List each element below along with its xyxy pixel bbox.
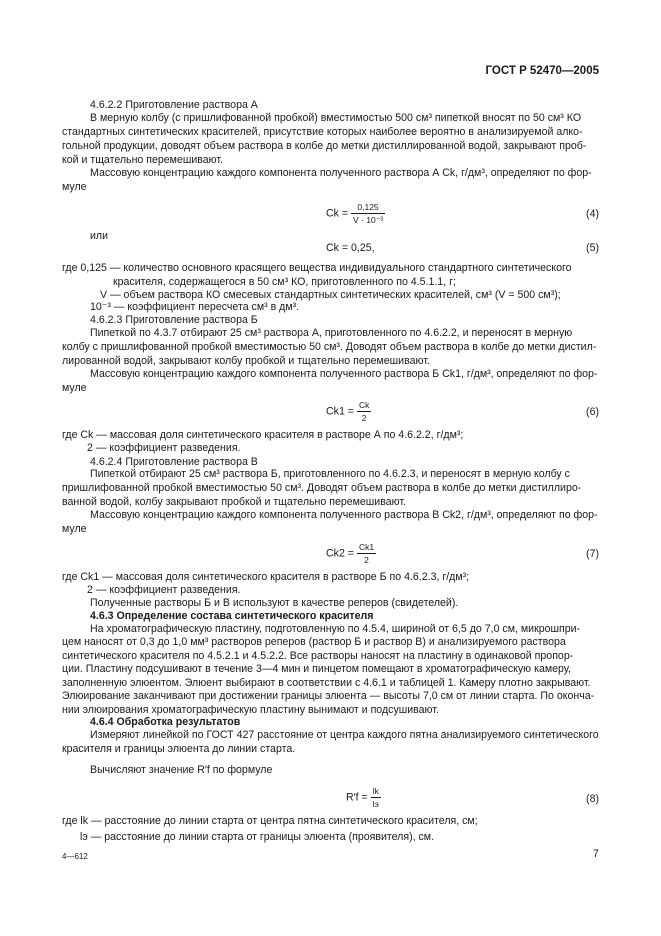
body-text-line: цем наносят от 0,3 до 1,0 мм³ растворов реперов (раствор Б и раствор В) и анализируемого раствора [62, 636, 566, 648]
body-text-line: ции. Пластину подсушивают в течение 3—4 мин и пинцетом помещают в хроматографическую камеру, [62, 663, 571, 675]
body-text-line: муле [62, 382, 87, 394]
body-text-line: красителя и границы элюента до линии старта. [62, 743, 296, 755]
formula-6 [326, 400, 371, 423]
body-text-line: Пипеткой по 4.3.7 отбирают 25 см³ раствора А, приготовленного по 4.6.2.2, и переносят в мерную [90, 327, 573, 339]
document-header: ГОСТ Р 52470—2005 [485, 65, 599, 77]
body-text-line: Полученные растворы Б и В используют в качестве реперов (свидетелей). [90, 597, 459, 609]
formula-7-numerator: Ck1 [358, 542, 375, 552]
formula-4-denominator: V · 10⁻³ [353, 215, 384, 225]
formula-number-7: (7) [586, 548, 599, 560]
body-text-line: Вычисляют значение R′f по формуле [90, 764, 273, 776]
formula-4-lhs: Ck = [326, 207, 349, 220]
definition-line: где lk — расстояние до линии старта от центра пятна синтетического красителя, см; [62, 815, 478, 827]
formula-8 [346, 786, 381, 809]
formula-4 [326, 202, 385, 225]
body-text-line: ванной водой, колбу закрывают пробкой и тщательно перемешивают. [62, 496, 406, 508]
formula-5: Ck = 0,25, [326, 242, 375, 254]
body-text-line: заполненную элюентом. Элюент выбирают в соответствии с 4.6.1 и таблицей 1. Камеру плотно закрывают. [62, 677, 591, 689]
body-text-line: стандартных синтетических красителей, присутствие которых наиболее вероятно в анализируемой алко- [62, 126, 583, 138]
body-text-line: муле [62, 181, 87, 193]
body-text-line: В мерную колбу (с пришлифованной пробкой) вместимостью 500 см³ пипеткой вносят по 50 см³ КО [90, 112, 582, 124]
definition-line: lэ — расстояние до линии старта от границы элюента (проявителя), см. [80, 831, 435, 843]
formula-number-5: (5) [586, 242, 599, 254]
body-text-line: лированной водой, закрывают колбу пробкой и тщательно перемешивают. [62, 355, 430, 367]
body-text-line: Пипеткой отбирают 25 см³ раствора Б, приготовленного по 4.6.2.3, и переносят в мерную колбу с [90, 468, 570, 480]
definition-line: где Ck1 — массовая доля синтетического красителя в растворе Б по 4.6.2.3, г/дм³; [62, 571, 470, 583]
body-text-line: Массовую концентрацию каждого компонента полученного раствора В Ck2, г/дм³, определяют по фор- [90, 509, 598, 521]
body-text-line: кой и тщательно перемешивают. [62, 154, 223, 166]
formula-7-lhs: Ck2 = [326, 547, 354, 560]
body-text-line: нии элюирования хроматографическую пластину вынимают и подсушивают. [62, 704, 439, 716]
body-text-line: колбу с пришлифованной пробкой вместимостью 50 см³. Доводят объем раствора в колбе до метки дистил- [62, 341, 597, 353]
formula-6-lhs: Ck1 = [326, 405, 354, 418]
formula-7-denominator: 2 [364, 555, 369, 565]
definition-line: где 0,125 — количество основного красящего вещества индивидуального стандартного синтетического [62, 262, 572, 274]
definition-line: V — объем раствора КО смесевых стандартных синтетических красителей, см³ (V = 500 см³); [100, 289, 561, 301]
formula-6-denominator: 2 [361, 413, 367, 423]
body-text-line: Элюирование заканчивают при достижении границы элюента — высоты 7,0 см от линии старта. По оконча- [62, 690, 595, 702]
body-text-line: гольной продукции, доводят объем раствора в колбе до метки дистиллированной водой, закрывают проб- [62, 140, 587, 152]
formula-8-numerator: lk [371, 786, 381, 798]
body-text-line: пришлифованной пробкой вместимостью 50 см³. Доводят объем раствора в колбе до метки дистиллиро- [62, 482, 582, 494]
body-text-line: синтетического красителя по 4.5.2.1 и 4.5.2.2. Все растворы наносят на пластину в одинаковой пропор- [62, 650, 574, 662]
definition-line: где Ck — массовая доля синтетического красителя в растворе А по 4.6.2.2, г/дм³; [62, 429, 464, 441]
formula-8-lhs: R′f = [346, 791, 368, 804]
definition-line: красителя, содержащегося в 50 см³ КО, приготовленного по 4.5.1.1, г; [113, 276, 456, 288]
definition-line: 2 — коэффициент разведения. [87, 584, 241, 596]
formula-7 [326, 542, 376, 565]
print-code: 4—612 [62, 852, 88, 861]
section-4-6-2-4-title: 4.6.2.4 Приготовление раствора В [90, 456, 258, 468]
formula-6-fraction [357, 400, 371, 423]
formula-4-numerator: 0,125 [351, 202, 385, 214]
body-text-line: Массовую концентрацию каждого компонента полученного раствора А Ck, г/дм³, определяют по фор- [90, 167, 592, 179]
definition-line: 2 — коэффициент разведения. [87, 442, 241, 454]
section-4-6-2-3-title: 4.6.2.3 Приготовление раствора Б [90, 314, 258, 326]
definition-line: 10⁻³ — коэффициент пересчета см³ в дм³. [90, 301, 300, 313]
formula-4-fraction [351, 202, 385, 225]
body-text-line: Массовую концентрацию каждого компонента полученного раствора Б Ck1, г/дм³, определяют по фор- [90, 368, 598, 380]
formula-number-8: (8) [586, 793, 599, 805]
section-4-6-4-title: 4.6.4 Обработка результатов [90, 716, 241, 728]
section-4-6-3-title: 4.6.3 Определение состава синтетического красителя [90, 610, 374, 622]
formula-6-numerator: Ck [358, 400, 370, 410]
body-text-line: Измеряют линейкой по ГОСТ 427 расстояние от центра каждого пятна анализируемого синтетического [90, 729, 599, 741]
page-number: 7 [592, 848, 599, 860]
formula-7-fraction [357, 542, 376, 565]
section-4-6-2-2-title: 4.6.2.2 Приготовление раствора А [90, 99, 258, 111]
formula-8-fraction [371, 786, 381, 809]
body-text-line: муле [62, 523, 87, 535]
body-text-line: или [90, 230, 109, 242]
formula-8-denominator: lэ [372, 799, 379, 809]
formula-number-6: (6) [586, 406, 599, 418]
body-text-line: На хроматографическую пластину, подготовленную по 4.5.4, шириной от 6,5 до 7,0 см, микрошпри- [90, 623, 581, 635]
formula-number-4: (4) [586, 208, 599, 220]
